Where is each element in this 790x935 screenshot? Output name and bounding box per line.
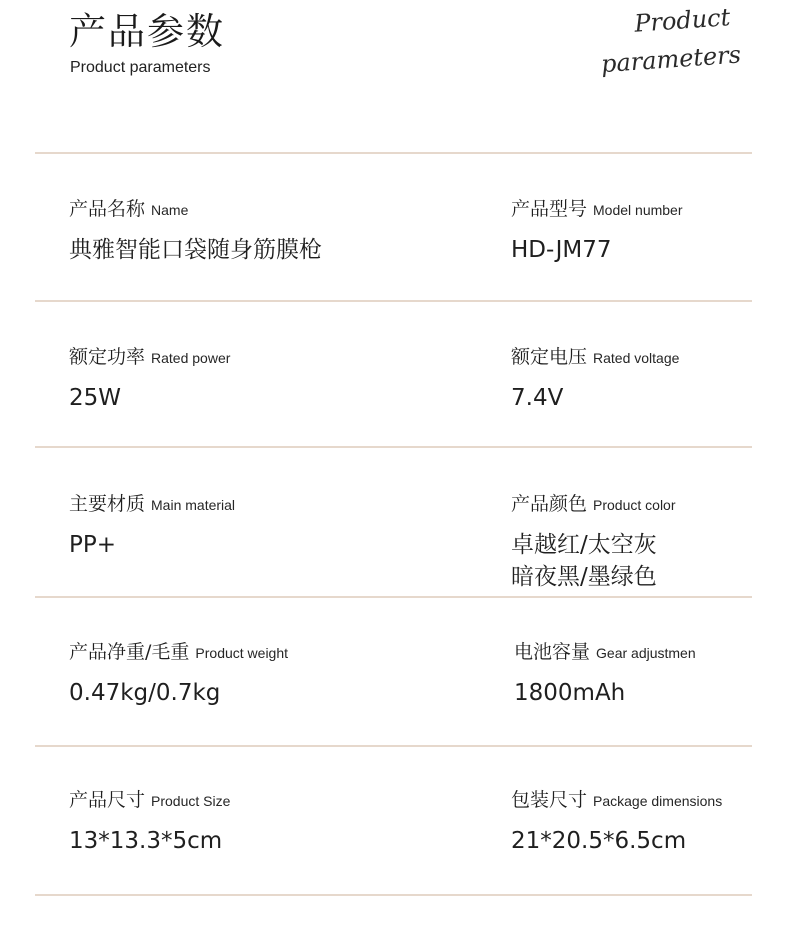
- param-label-en: Model number: [593, 202, 683, 218]
- param-value: 13*13.3*5cm: [69, 828, 223, 854]
- param-product-color: [511, 492, 781, 593]
- param-package-dimensions: [511, 788, 781, 857]
- param-label-cn: 包装尺寸: [511, 789, 588, 811]
- param-label: [69, 345, 369, 370]
- divider: [35, 446, 752, 448]
- param-product-size: [69, 788, 369, 857]
- param-label-en: Rated power: [151, 350, 231, 366]
- script-logo: [594, 3, 742, 89]
- param-label-cn: 产品型号: [511, 198, 588, 220]
- param-label: [511, 492, 781, 517]
- script-logo-line1: Product: [633, 3, 732, 38]
- param-value: 1800mAh: [514, 680, 626, 706]
- param-label-cn: 主要材质: [69, 493, 146, 515]
- param-label-en: Product weight: [195, 645, 289, 661]
- param-value: 0.47kg/0.7kg: [69, 680, 221, 706]
- param-value: 7.4V: [511, 385, 564, 411]
- param-product-weight: [69, 640, 369, 709]
- page-title: 产品参数: [69, 10, 225, 53]
- param-label-cn: 产品尺寸: [69, 789, 146, 811]
- param-label: [69, 492, 369, 517]
- param-label-cn: 产品颜色: [511, 493, 588, 515]
- param-label-cn: 产品名称: [69, 198, 146, 220]
- divider: [35, 745, 752, 747]
- param-label: [69, 197, 369, 222]
- param-label-en: Product color: [593, 497, 676, 513]
- divider: [35, 596, 752, 598]
- param-label-cn: 电池容量: [514, 641, 591, 663]
- param-label: [514, 640, 784, 665]
- divider: [35, 894, 752, 896]
- param-label-en: Name: [151, 202, 189, 218]
- param-rated-power: [69, 345, 369, 414]
- divider: [35, 152, 752, 154]
- param-value: PP+: [69, 532, 117, 558]
- param-label-cn: 产品净重/毛重: [69, 641, 190, 663]
- param-value: 卓越红/太空灰 暗夜黑/墨绿色: [511, 532, 657, 590]
- param-label: [511, 788, 781, 813]
- param-value: 25W: [69, 385, 122, 411]
- divider: [35, 300, 752, 302]
- param-label-en: Main material: [151, 497, 236, 513]
- param-label: [69, 788, 369, 813]
- param-main-material: [69, 492, 369, 561]
- param-label-cn: 额定功率: [69, 346, 146, 368]
- script-logo-line2: parameters: [600, 40, 742, 79]
- param-label: [511, 345, 781, 370]
- param-label-en: Gear adjustmen: [596, 645, 696, 661]
- param-value: HD-JM77: [511, 237, 612, 263]
- param-label-en: Rated voltage: [593, 350, 680, 366]
- param-model-number: [511, 197, 781, 266]
- param-battery-capacity: [514, 640, 784, 709]
- param-label: [69, 640, 369, 665]
- param-label: [511, 197, 781, 222]
- param-name: [69, 197, 369, 266]
- param-label-en: Package dimensions: [593, 793, 723, 809]
- param-value: 典雅智能口袋随身筋膜枪: [69, 237, 322, 263]
- param-rated-voltage: [511, 345, 781, 414]
- param-value: 21*20.5*6.5cm: [511, 828, 687, 854]
- page-subtitle: Product parameters: [70, 59, 211, 76]
- param-label-en: Product Size: [151, 793, 231, 809]
- param-label-cn: 额定电压: [511, 346, 588, 368]
